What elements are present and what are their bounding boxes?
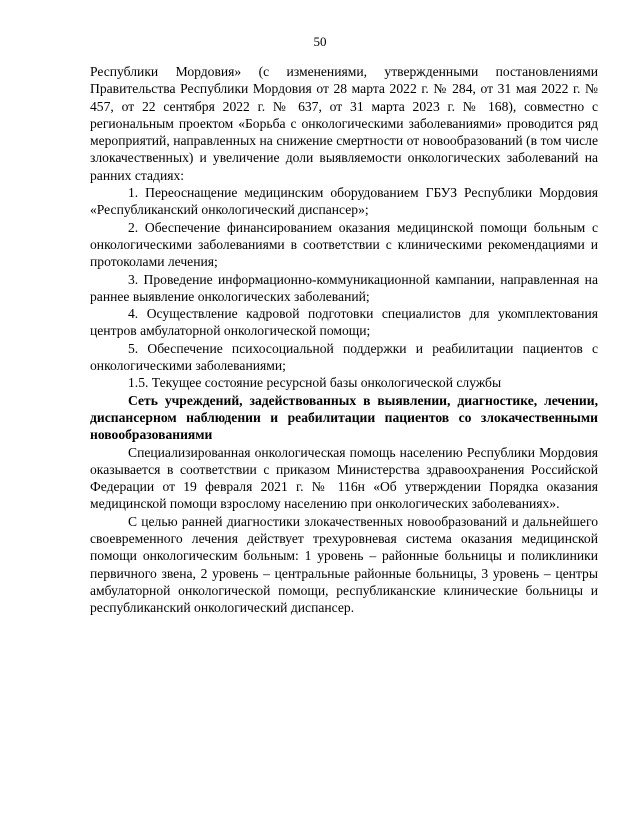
list-item-1: 1. Переоснащение медицинским оборудованием ГБУЗ Республики Мордовия «Республиканский онкологический диспансер»; — [90, 185, 598, 218]
paragraph-three-level-system: С целью ранней диагностики злокачественных новообразований и дальнейшего своевременного лечения действует трехуровневая система оказания медицинской помощи онкологическим больным: 1 уровень – районные больницы и поликлиники первичного звена, 2 уровень – центральные районные больницы, 3 уровень – центры амбулаторной онкологической помощи, республиканские клинические больницы и республиканский онкологический диспансер. — [90, 513, 598, 616]
page-number: 50 — [313, 34, 327, 49]
document-body — [90, 63, 598, 617]
list-item-3: 3. Проведение информационно-коммуникационной кампании, направленная на раннее выявление онкологических заболеваний; — [90, 271, 598, 304]
section-heading: 1.5. Текущее состояние ресурсной базы онкологической службы — [128, 375, 502, 391]
subsection-heading: Сеть учреждений, задействованных в выявлении, диагностике, лечении, диспансерном наблюдении и реабилитации пациентов со злокачественными новообразованиями — [90, 392, 598, 443]
list-item-2: 2. Обеспечение финансированием оказания медицинской помощи больным с онкологическими заболеваниями в соответствии с клиническими рекомендациями и протоколами лечения; — [90, 219, 598, 270]
paragraph-intro: Республики Мордовия» (с изменениями, утвержденными постановлениями Правительства Республики Мордовия от 28 марта 2022 г. № 284, от 31 мая 2022 г. № 457, от 22 сентября 2022 г. № 637, от 31 марта 2023 г. № 168), совместно с региональным проектом «Борьба с онкологическими заболеваниями» проводится ряд мероприятий, направленных на снижение смертности от новообразований (в том числе злокачественных) и увеличение доли выявляемости онкологических заболеваний на ранних стадиях: — [90, 64, 598, 183]
list-item-5: 5. Обеспечение психосоциальной поддержки и реабилитации пациентов с онкологическими заболеваниями; — [90, 340, 598, 374]
paragraph-specialized-care: Специализированная онкологическая помощь населению Республики Мордовия оказывается в соответствии с приказом Министерства здравоохранения Российской Федерации от 19 февраля 2021 г. № 116н «Об утверждении Порядка оказания медицинской помощи взрослому населению при онкологических заболеваниях». — [90, 444, 598, 512]
list-item-4: 4. Осуществление кадровой подготовки специалистов для укомплектования центров амбулаторной онкологической помощи; — [90, 306, 598, 339]
